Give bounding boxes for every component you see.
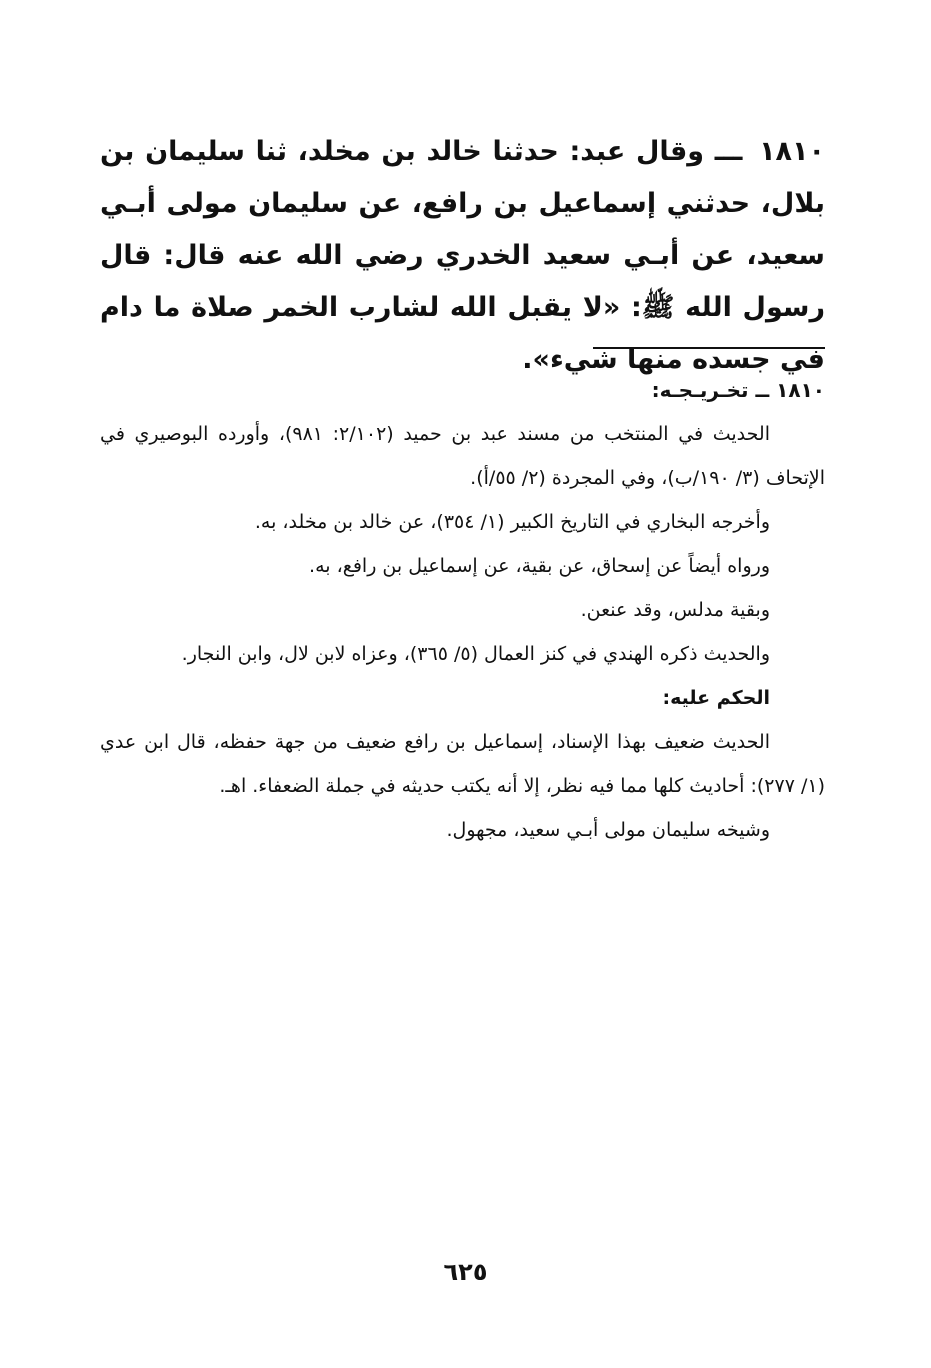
footnotes-block: [100, 368, 825, 852]
footnote-divider: [593, 347, 825, 349]
takhrij-paragraph: وأخرجه البخاري في التاريخ الكبير (١/ ٣٥٤)، عن خالد بن مخلد، به.: [254, 511, 770, 533]
takhrij-paragraph: الحديث في المنتخب من مسند عبد بن حميد (٢/١٠٢: ٩٨١)، وأورده البوصيري في الإتحاف (٣/ ١٩٠/ب)، وفي المجردة (٢/ ٥٥/أ).: [100, 423, 825, 489]
judgment-paragraph: الحديث ضعيف بهذا الإسناد، إسماعيل بن رافع ضعيف من جهة حفظه، قال ابن عدي (١/ ٢٧٧): أحاديث كلها مما فيه نظر، إلا أنه يكتب حديثه في جملة الضعفاء. اهـ.: [100, 731, 825, 797]
hadith-text: وقال عبد: حدثنا خالد بن مخلد، ثنا سليمان بن بلال، حدثني إسماعيل بن رافع، عن سليمان مولى أبـي سعيد، عن أبـي سعيد الخدري رضي الله عنه قال: قال رسول الله ﷺ: «لا يقبل الله لشارب الخمر صلاة ما دام في جسده منها شيء».: [100, 136, 825, 375]
hadith-number: ١٨١٠: [759, 136, 825, 167]
judgment-paragraph: وشيخه سليمان مولى أبـي سعيد، مجهول.: [446, 819, 770, 841]
judgment-heading: الحكم عليه:: [662, 687, 770, 709]
hadith-dash: ـــ: [714, 136, 743, 167]
page-number: ٦٢٥: [443, 1258, 488, 1286]
takhrij-paragraph: والحديث ذكره الهندي في كنز العمال (٥/ ٣٦٥)، وعزاه لابن لال، وابن النجار.: [181, 643, 770, 665]
takhrij-heading: ١٨١٠ ــ تخـريـجـه:: [651, 378, 825, 402]
takhrij-paragraph: وبقية مدلس، وقد عنعن.: [580, 599, 770, 621]
takhrij-paragraph: ورواه أيضاً عن إسحاق، عن بقية، عن إسماعيل بن رافع، به.: [309, 555, 770, 577]
